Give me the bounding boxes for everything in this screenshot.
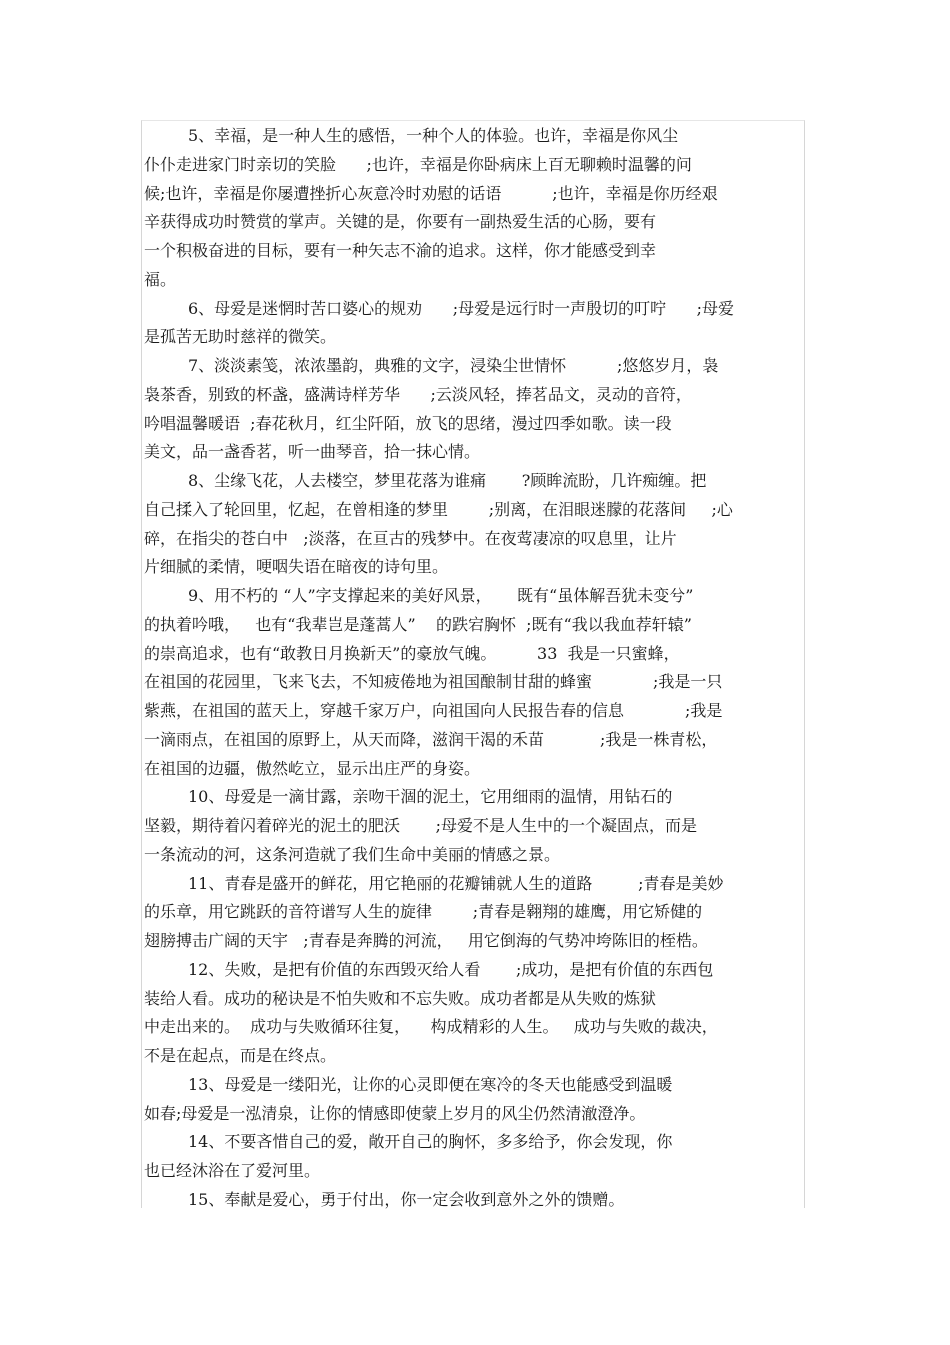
text-line: 自己揉入了轮回里，忆起，在曾相逢的梦里 ;别离，在泪眼迷朦的花落间 ;心 bbox=[144, 499, 733, 519]
text-line: 9、用不朽的 “人”字支撑起来的美好风景， 既有“虽体解吾犹未变兮” bbox=[188, 586, 694, 605]
text-line: 5、幸福，是一种人生的感悟，一种个人的体验。也许，幸福是你风尘 bbox=[188, 126, 679, 145]
text-line: 10、母爱是一滴甘露，亲吻干涸的泥土，它用细雨的温情，用钻石的 bbox=[188, 787, 673, 807]
text-line: 美文，品一盏香茗，听一曲琴音，拾一抹心情。 bbox=[144, 442, 481, 462]
text-line: 一个积极奋进的目标，要有一种矢志不渝的追求。这样，你才能感受到幸 bbox=[144, 241, 657, 260]
text-line: 装给人看。成功的秘诀是不怕失败和不忘失败。成功者都是从失败的炼狱 bbox=[144, 988, 657, 1008]
text-line: 紫燕，在祖国的蓝天上，穿越千家万户，向祖国向人民报告春的信息 ;我是 bbox=[144, 701, 723, 720]
text-line: 7、淡淡素笺，浓浓墨韵，典雅的文字，浸染尘世情怀 ;悠悠岁月，袅 bbox=[188, 356, 719, 375]
text-line: 的执着吟哦， 也有“我辈岂是蓬蒿人” 的跌宕胸怀 ;既有“我以我血荐轩辕” bbox=[144, 614, 692, 634]
text-line: 是孤苦无助时慈祥的微笑。 bbox=[144, 327, 337, 347]
text-line: 也已经沐浴在了爱河里。 bbox=[144, 1161, 321, 1180]
text-line: 一滴雨点，在祖国的原野上，从天而降，滋润干渴的禾苗 ;我是一株青松， bbox=[144, 729, 718, 749]
text-line: 的崇高追求，也有“敢教日月换新天”的豪放气魄。 33 我是一只蜜蜂， bbox=[144, 643, 680, 663]
text-line: 在祖国的边疆，傲然屹立，显示出庄严的身姿。 bbox=[144, 758, 481, 778]
text-line: 中走出来的。 成功与失败循环往复， 构成精彩的人生。 成功与失败的裁决， bbox=[144, 1017, 718, 1037]
text-line: 11、青春是盛开的鲜花，用它艳丽的花瓣铺就人生的道路 ;青春是美妙 bbox=[188, 873, 724, 893]
text-line: 碎，在指尖的苍白中 ;淡落，在亘古的残梦中。在夜莺凄凉的叹息里，让片 bbox=[144, 528, 677, 548]
text-line: 翅膀搏击广阔的天宇 ;青春是奔腾的河流， 用它倒海的气势冲垮陈旧的桎梏。 bbox=[144, 931, 708, 950]
text-line: 14、不要吝惜自己的爱，敞开自己的胸怀，多多给予，你会发现，你 bbox=[188, 1132, 673, 1152]
text-line: 仆仆走进家门时亲切的笑脸 ;也许，幸福是你卧病床上百无聊赖时温馨的问 bbox=[144, 154, 692, 174]
text-line: 6、母爱是迷惘时苦口婆心的规劝 ;母爱是远行时一声殷切的叮咛 ;母爱 bbox=[188, 298, 734, 318]
text-line: 15、奉献是爱心，勇于付出，你一定会收到意外之外的馈赠。 bbox=[188, 1189, 625, 1209]
text-line: 12、失败，是把有价值的东西毁灭给人看 ;成功，是把有价值的东西包 bbox=[188, 959, 714, 979]
text-line: 辛获得成功时赞赏的掌声。关键的是，你要有一副热爱生活的心肠，要有 bbox=[144, 212, 657, 232]
text-line: 候;也许，幸福是你屡遭挫折心灰意冷时劝慰的话语 ;也许，幸福是你历经艰 bbox=[144, 183, 718, 203]
text-line: 在祖国的花园里，飞来飞去，不知疲倦地为祖国酿制甘甜的蜂蜜 ;我是一只 bbox=[144, 672, 723, 692]
text-line: 不是在起点，而是在终点。 bbox=[144, 1046, 337, 1065]
document-body bbox=[144, 122, 808, 1215]
text-line: 13、母爱是一缕阳光，让你的心灵即便在寒冷的冬天也能感受到温暖 bbox=[188, 1074, 673, 1094]
text-line: 的乐章，用它跳跃的音符谱写人生的旋律 ;青春是翱翔的雄鹰，用它矫健的 bbox=[144, 902, 703, 922]
text-line: 坚毅，期待着闪着碎光的泥土的肥沃 ;母爱不是人生中的一个凝固点，而是 bbox=[144, 816, 697, 835]
text-line: 吟唱温馨暖语 ;春花秋月，红尘阡陌，放飞的思绪，漫过四季如歌。读一段 bbox=[144, 413, 672, 433]
text-line: 一条流动的河，这条河造就了我们生命中美丽的情感之景。 bbox=[144, 844, 561, 864]
text-line: 如春;母爱是一泓清泉，让你的情感即使蒙上岁月的风尘仍然清澈澄净。 bbox=[144, 1103, 646, 1123]
text-line: 片细腻的柔情，哽咽失语在暗夜的诗句里。 bbox=[144, 557, 449, 577]
text-line: 8、尘缘飞花，人去楼空，梦里花落为谁痛 ?顾眸流盼，几许痴缠。把 bbox=[188, 471, 707, 490]
text-line: 福。 bbox=[144, 269, 177, 289]
text-line: 袅茶香，别致的杯盏，盛满诗样芳华 ;云淡风轻，捧茗品文，灵动的音符， bbox=[144, 384, 692, 404]
